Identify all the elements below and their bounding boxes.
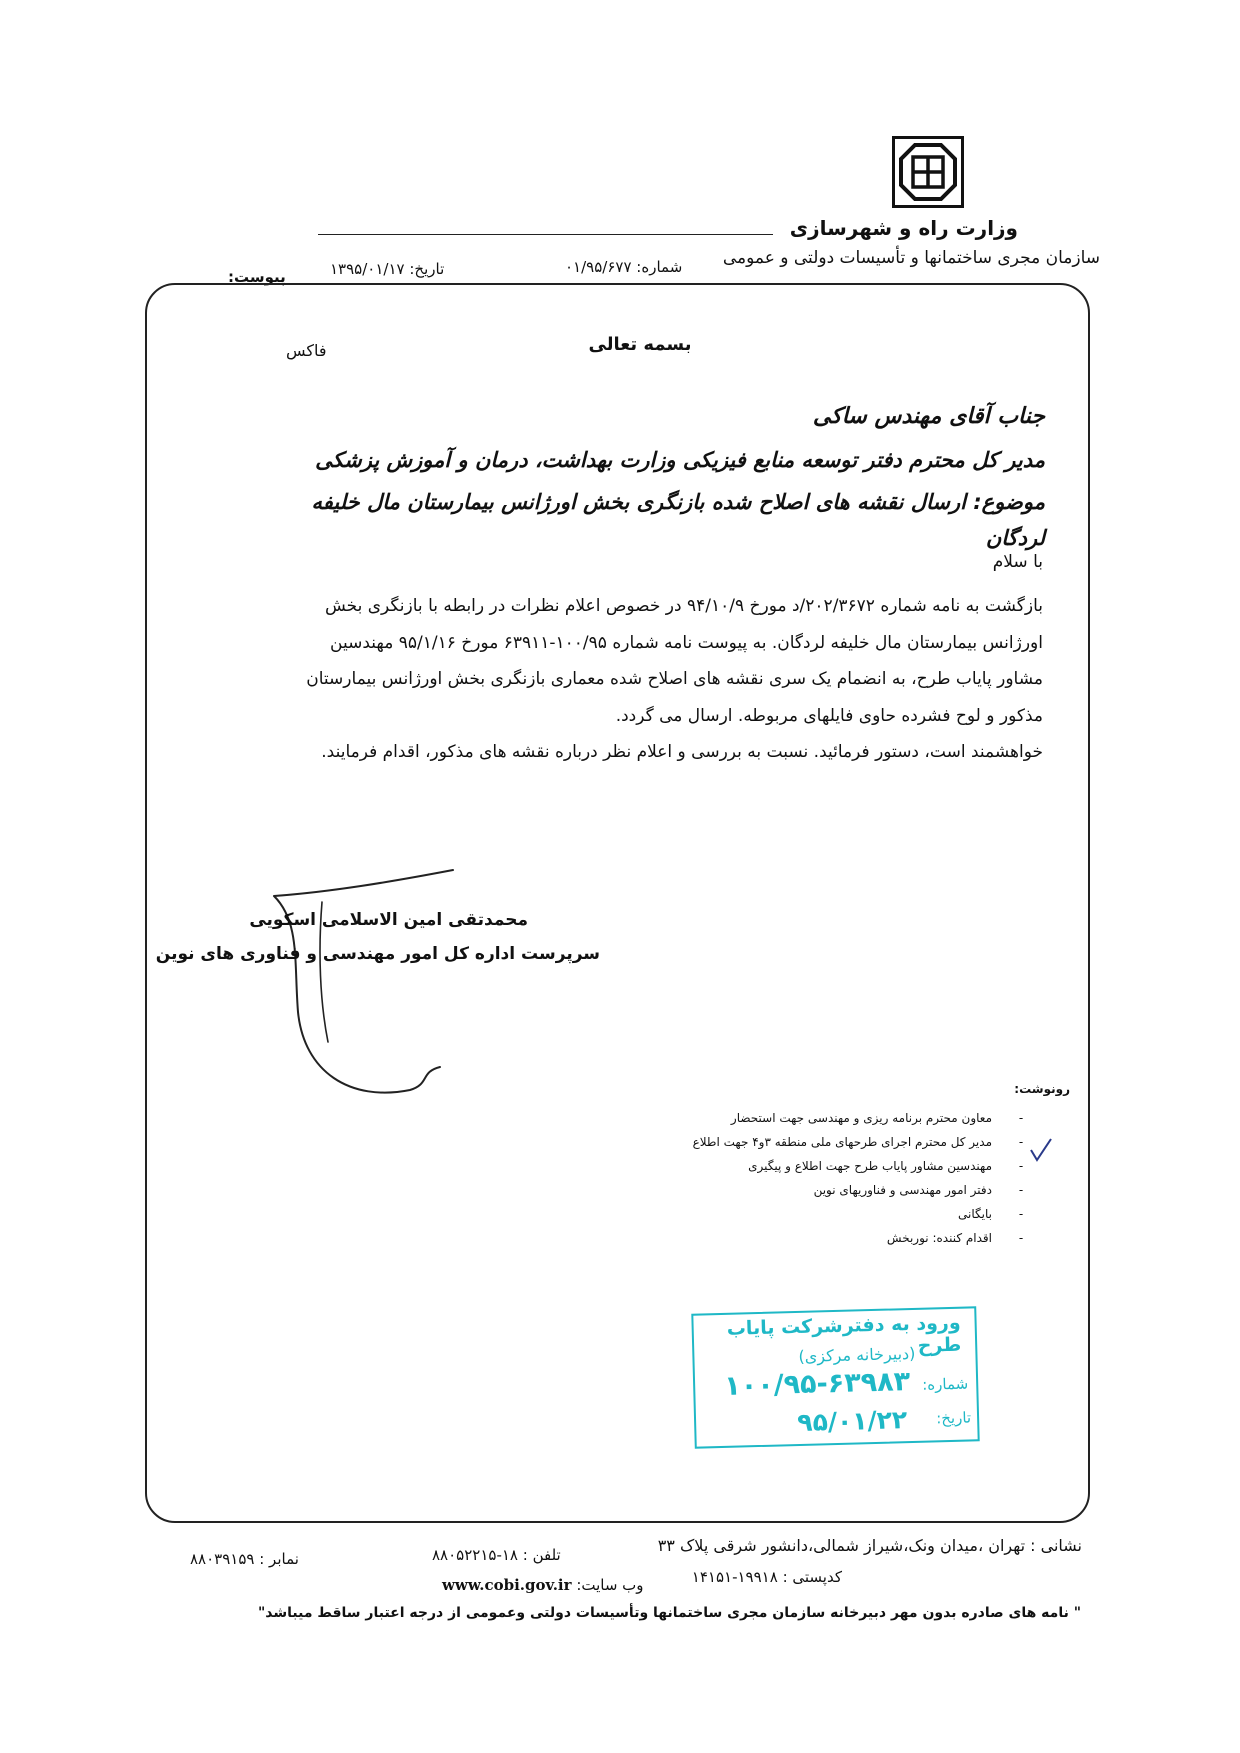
addressee: جناب آقای مهندس ساکی: [812, 404, 1045, 429]
cc-item: [530, 1226, 1050, 1250]
body-line: بازگشت به نامه شماره ۲۰۲/۳۶۷۲/د مورخ ۹۴/۱۰/۹ در خصوص اعلام نظرات در رابطه با بازنگری بخش: [324, 596, 1043, 616]
letter-number-value: ۰۱/۹۵/۶۷۷: [565, 258, 632, 276]
body-line: مذکور و لوح فشرده حاوی فایلهای مربوطه. ارسال می گردد.: [615, 705, 1043, 726]
footer-phone: تلفن : ۱۸-۸۸۰۵۲۲۱۵: [432, 1546, 561, 1564]
ministry-name: وزارت راه و شهرسازی: [789, 216, 1018, 240]
handwritten-signature-icon: [270, 862, 470, 1107]
stamp-number-label: شماره:: [922, 1374, 969, 1394]
cc-item: [530, 1178, 1050, 1202]
cc-item: [530, 1106, 1050, 1130]
checkmark-icon: [1028, 1136, 1054, 1164]
signatory-title: سرپرست اداره کل امور مهندسی و فناوری های نوین: [155, 944, 600, 964]
letter-body: [233, 588, 1043, 771]
greeting: با سلام: [992, 552, 1043, 572]
cc-item-text: معاون محترم برنامه ریزی و مهندسی جهت استحضار: [730, 1111, 992, 1125]
website-label: وب سایت:: [576, 1576, 644, 1594]
stamp-number-value: ۱۰۰/۹۵-۶۳۹۸۳: [723, 1366, 911, 1402]
footer-website: [442, 1576, 644, 1594]
footer-postal-code: کدپستی : ۱۹۹۱۸-۱۴۱۵۱: [691, 1568, 842, 1586]
cc-item-text: اقدام کننده: نوربخش: [886, 1231, 992, 1245]
letter-date: [330, 260, 444, 278]
cc-item-text: دفتر امور مهندسی و فناوریهای نوین: [813, 1183, 992, 1197]
body-line: مشاور پایاب طرح، به انضمام یک سری نقشه های اصلاح شده معماری بازنگری بخش اورژانس بیمارستان: [306, 669, 1043, 689]
letter-number-label: شماره:: [636, 258, 683, 276]
cc-item-text: بایگانی: [958, 1207, 992, 1221]
addressee-title: مدیر کل محترم دفتر توسعه منابع فیزیکی وزارت بهداشت، درمان و آموزش پزشکی: [315, 448, 1045, 472]
cc-list: [530, 1106, 1050, 1250]
signatory-name: محمدتقی امین الاسلامی اسکویی: [249, 910, 528, 930]
cc-dash: -: [1018, 1207, 1024, 1221]
cc-item-text: مهندسین مشاور پایاب طرح جهت اطلاع و پیگیری: [748, 1159, 992, 1173]
stamp-date-label: تاریخ:: [935, 1408, 972, 1428]
header-divider: [318, 234, 773, 235]
letter-subject: موضوع: ارسال نقشه های اصلاح شده بازنگری بخش اورژانس بیمارستان مال خلیفه لردگان: [311, 490, 1045, 550]
cc-dash: -: [1018, 1111, 1024, 1125]
receipt-stamp: [691, 1306, 979, 1448]
cc-title: رونوشت:: [1014, 1082, 1070, 1096]
footer-fax: نمابر : ۸۸۰۳۹۱۵۹: [190, 1550, 299, 1568]
cc-item: [530, 1130, 1050, 1154]
letter-number: [565, 258, 682, 276]
cc-item: [530, 1202, 1050, 1226]
footer-disclaimer: " نامه های صادره بدون مهر دبیرخانه سازمان مجری ساختمانها وتأسیسات دولتی وعمومی از درجه اعتبار ساقط میباشد": [258, 1605, 1081, 1621]
body-line: خواهشمند است، دستور فرمائید. نسبت به بررسی و اعلام نظر درباره نقشه های مذکور، اقدام فرمایند.: [321, 742, 1043, 762]
body-line: اورژانس بیمارستان مال خلیفه لردگان. به پیوست نامه شماره ۱۰۰/۹۵-۶۳۹۱۱ مورخ ۹۵/۱/۱۶ مهندسین: [330, 632, 1043, 653]
letter-date-label: تاریخ:: [409, 260, 445, 278]
organization-name: سازمان مجری ساختمانها و تأسیسات دولتی و عمومی: [722, 248, 1100, 268]
stamp-date-value: ۹۵/۰۱/۲۲: [796, 1405, 908, 1438]
ministry-logo: [892, 136, 964, 208]
cc-dash: -: [1018, 1159, 1024, 1173]
cc-item-text: مدیر کل محترم اجرای طرحهای ملی منطقه ۳و۴ جهت اطلاع: [692, 1135, 992, 1149]
cc-dash: -: [1018, 1183, 1024, 1197]
website-link[interactable]: www.cobi.gov.ir: [442, 1576, 572, 1594]
cc-dash: -: [1018, 1231, 1024, 1245]
stamp-title: ورود به دفترشرکت پایاب طرح: [726, 1311, 962, 1357]
ministry-logo-icon: [895, 139, 961, 205]
letter-date-value: ۱۳۹۵/۰۱/۱۷: [330, 260, 405, 278]
stamp-subtitle: (دبیرخانه مرکزی): [798, 1343, 916, 1366]
cc-dash: -: [1018, 1135, 1024, 1149]
fax-label: فاکس: [286, 341, 327, 360]
attachment-label: پیوست:: [228, 268, 286, 286]
footer-address: نشانی : تهران ،میدان ونک،شیراز شمالی،دانشور شرقی پلاک ۳۳: [657, 1536, 1082, 1555]
cc-item: [530, 1154, 1050, 1178]
bismillah: بسمه تعالی: [588, 334, 692, 355]
